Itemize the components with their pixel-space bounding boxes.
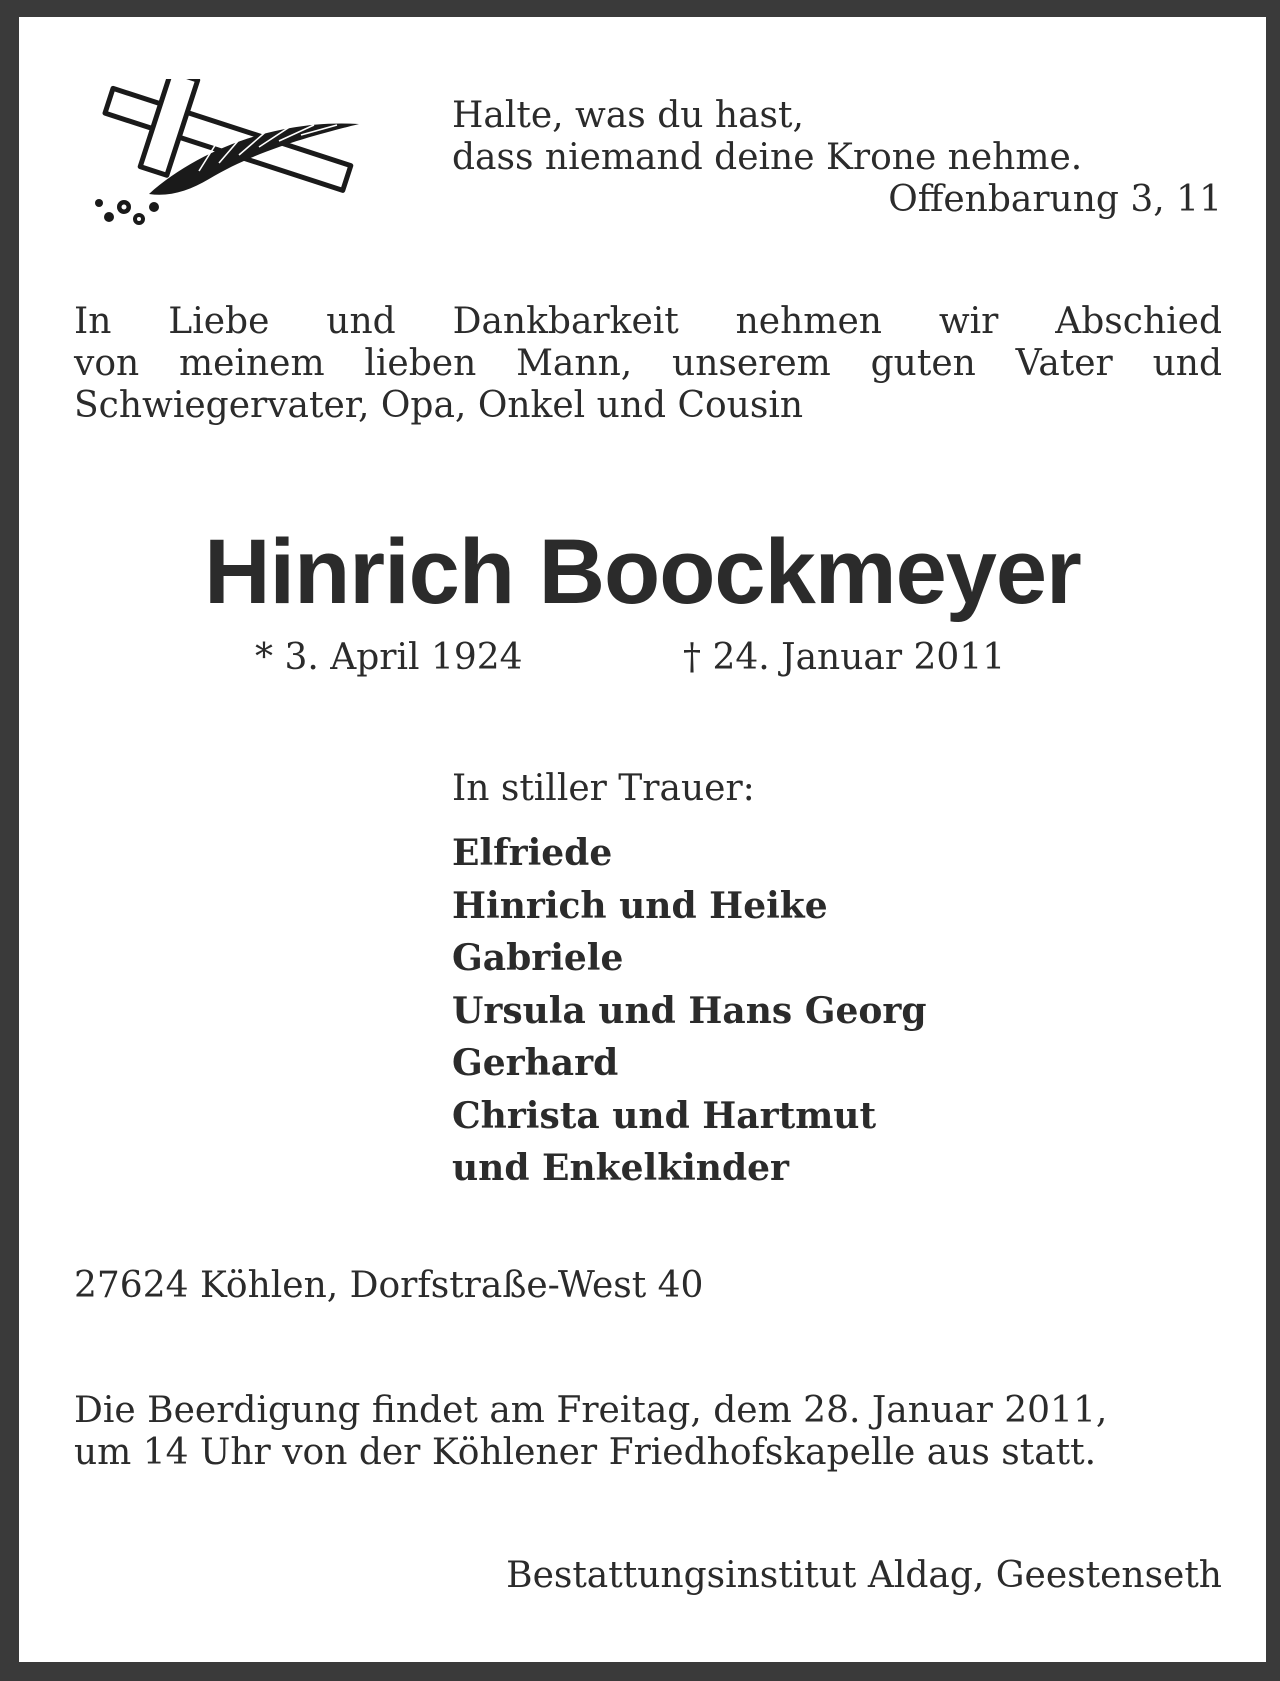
mourner-name: und Enkelkinder xyxy=(452,1147,790,1189)
verse-reference: Offenbarung 3, 11 xyxy=(888,179,1222,220)
funeral-line-2: um 14 Uhr von der Köhlener Friedhofskapelle aus statt. xyxy=(74,1432,1097,1473)
mourner-name: Ursula und Hans Georg xyxy=(452,989,927,1032)
mourner-name: Gerhard xyxy=(452,1042,619,1084)
undertaker: Bestattungsinstitut Aldag, Geestenseth xyxy=(506,1555,1222,1596)
bible-verse xyxy=(452,95,1222,221)
mourners-list xyxy=(452,827,927,1195)
cross-with-palm-branch-icon xyxy=(79,79,379,229)
funeral-info xyxy=(74,1390,1224,1474)
mourner-name: Gabriele xyxy=(452,937,624,979)
mourner-name: Hinrich und Heike xyxy=(452,884,828,927)
mourning-heading: In stiller Trauer: xyxy=(452,768,755,809)
mourner-name: Christa und Hartmut xyxy=(452,1094,877,1137)
mourner-name: Elfriede xyxy=(452,832,613,874)
deceased-name: Hinrich Boockmeyer xyxy=(204,521,1081,623)
funeral-line-1: Die Beerdigung findet am Freitag, dem 28. Januar 2011, xyxy=(74,1390,1108,1431)
obituary-notice xyxy=(19,17,1266,1662)
intro-line-3: Schwiegervater, Opa, Onkel und Cousin xyxy=(74,385,804,426)
family-address: 27624 Köhlen, Dorfstraße-West 40 xyxy=(74,1265,704,1306)
intro-line-1: In Liebe und Dankbarkeit nehmen wir Abschied xyxy=(74,301,1222,342)
verse-line-1: Halte, was du hast, xyxy=(452,95,804,136)
birth-date: * 3. April 1924 xyxy=(255,637,523,678)
intro-paragraph xyxy=(74,301,1222,427)
intro-line-2: von meinem lieben Mann, unserem guten Vater und xyxy=(74,343,1222,384)
verse-line-2: dass niemand deine Krone nehme. xyxy=(452,137,1083,178)
death-date: † 24. Januar 2011 xyxy=(683,637,1006,678)
